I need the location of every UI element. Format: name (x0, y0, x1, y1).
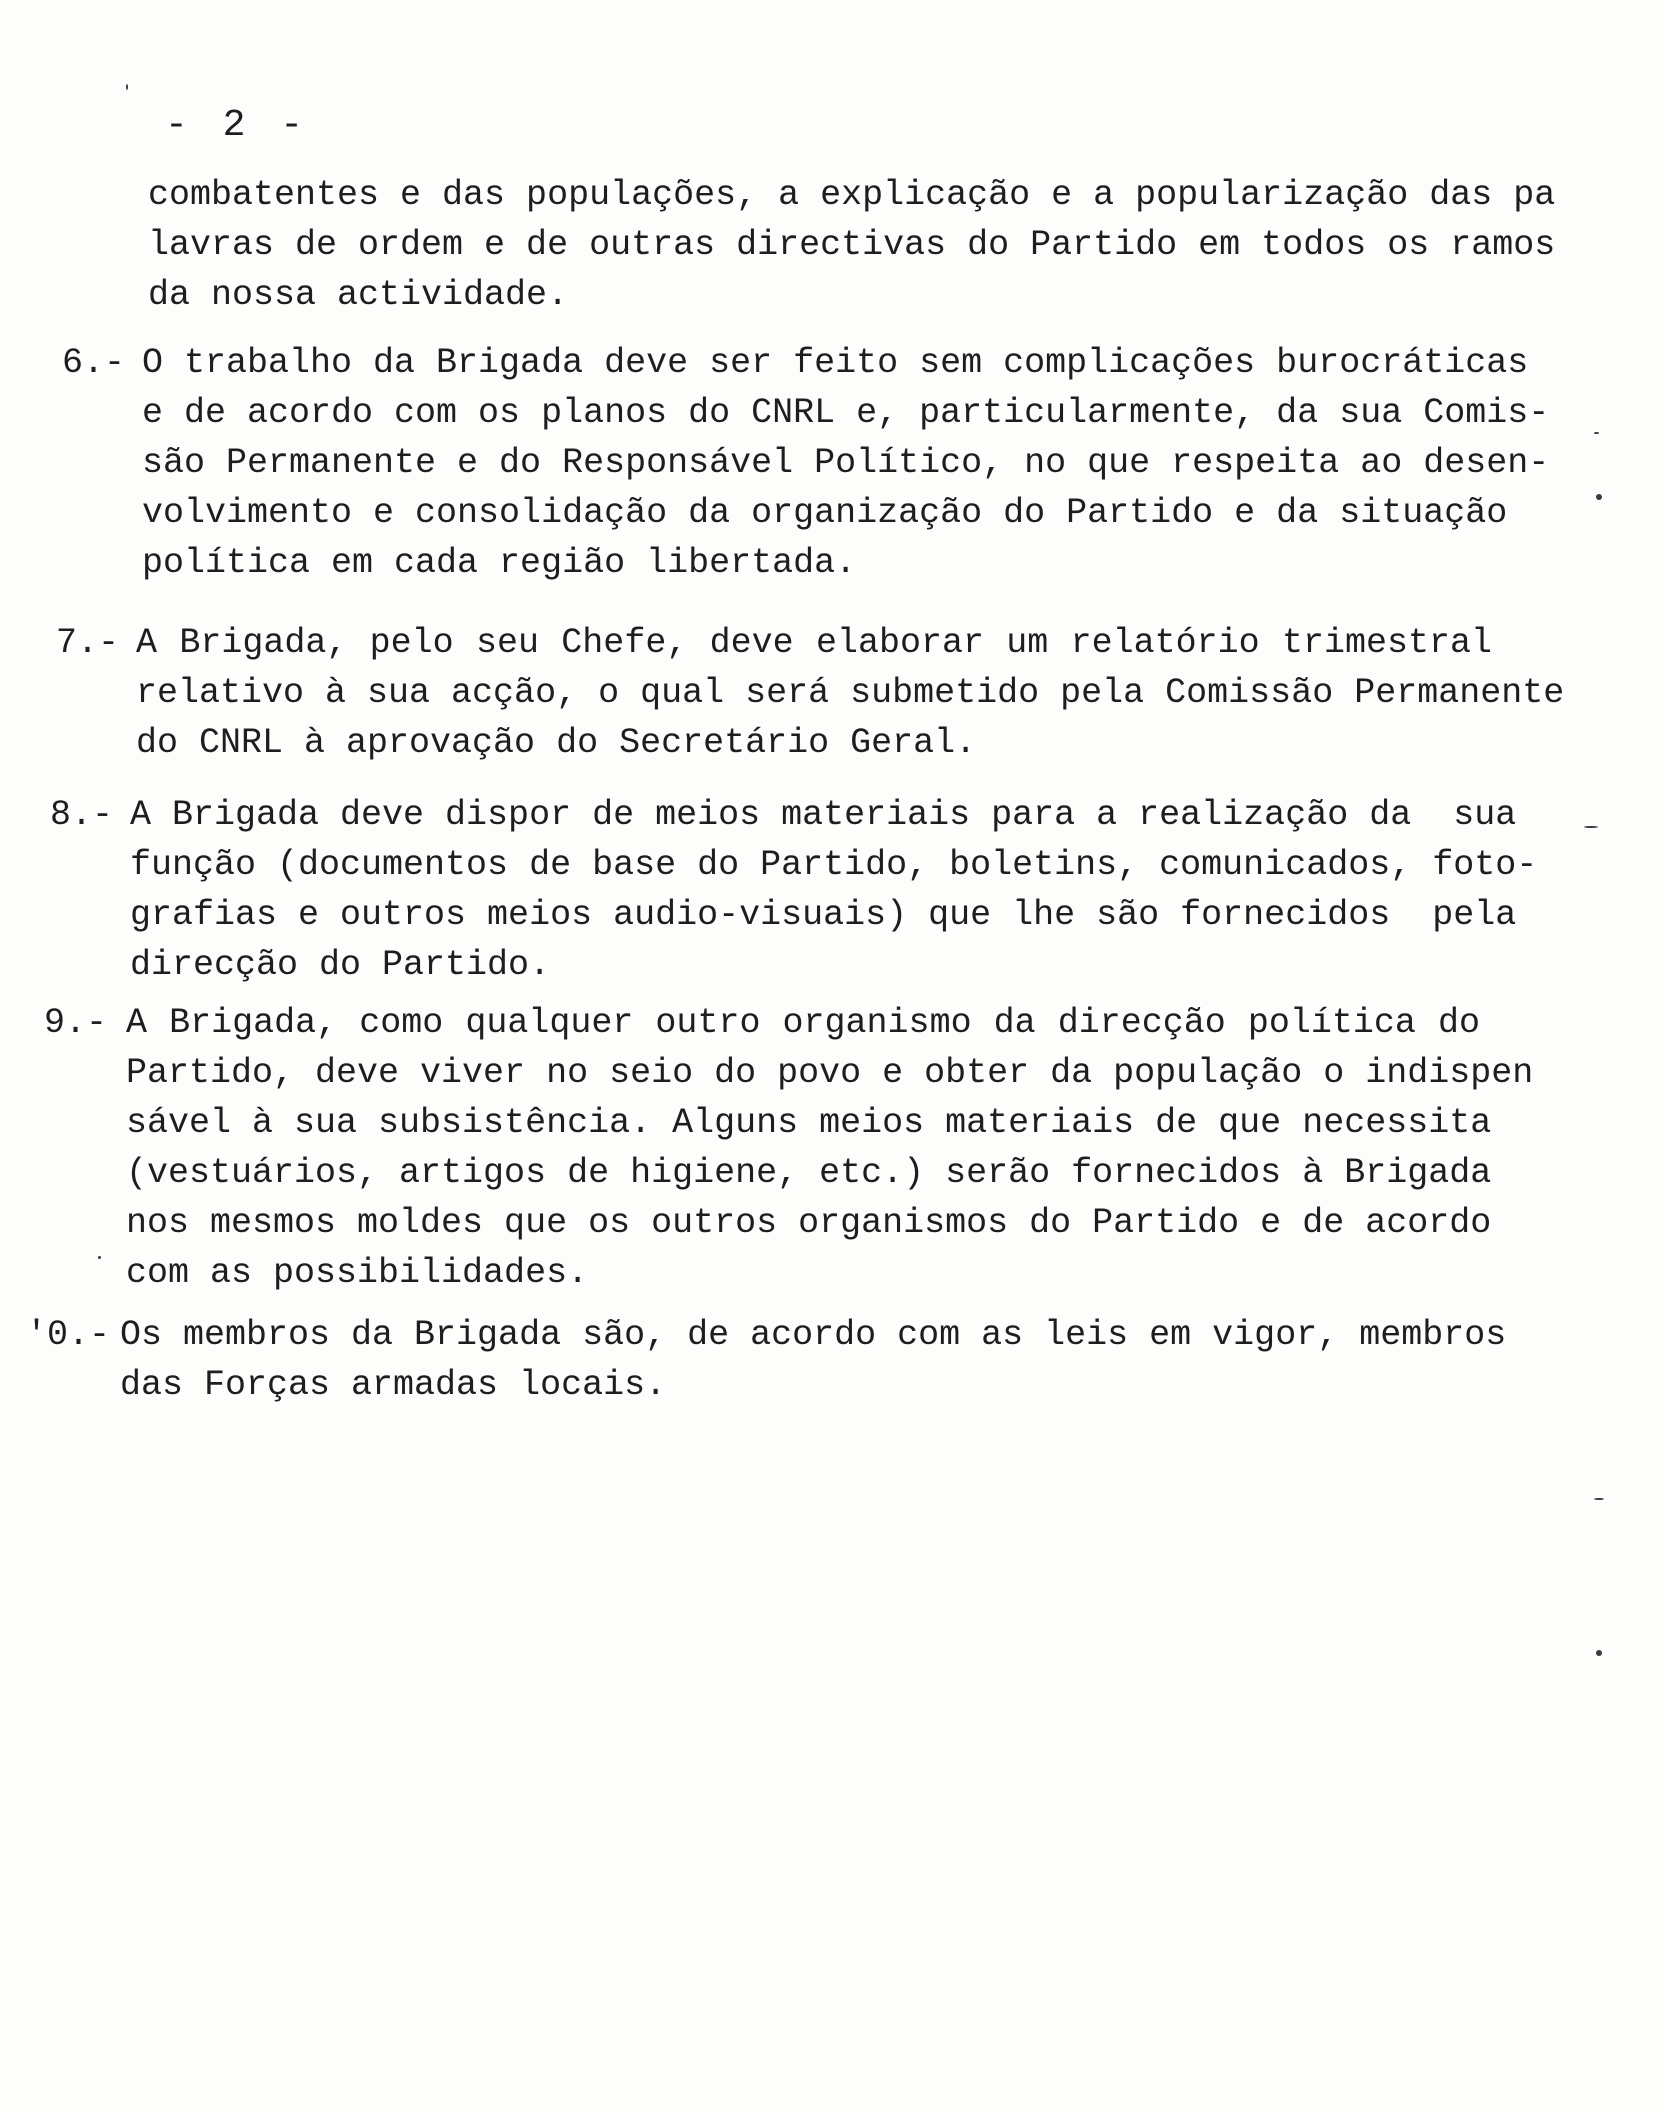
item-line: A Brigada, pelo seu Chefe, deve elaborar um relatório trimestral (136, 623, 1492, 663)
item-line: grafias e outros meios audio-visuais) que lhe são fornecidos pela (130, 895, 1517, 935)
scan-speck (1584, 826, 1598, 828)
item-number: 9.- (44, 1003, 108, 1043)
intro-paragraph (148, 170, 1556, 320)
intro-line: da nossa actividade. (148, 275, 569, 315)
item-line: relativo à sua acção, o qual será submetido pela Comissão Permanente (136, 673, 1565, 713)
item-line: Os membros da Brigada são, de acordo com as leis em vigor, membros (120, 1315, 1507, 1355)
scan-speck (1594, 1498, 1604, 1500)
item-line: volvimento e consolidação da organização do Partido e da situação (142, 493, 1508, 533)
item-line: e de acordo com os planos do CNRL e, particularmente, da sua Comis- (142, 393, 1550, 433)
item-line: A Brigada, como qualquer outro organismo da direcção política do (126, 1003, 1480, 1043)
scan-speck (1596, 494, 1602, 500)
item-line: direcção do Partido. (130, 945, 551, 985)
item-line: Partido, deve viver no seio do povo e obter da população o indispen (126, 1053, 1534, 1093)
intro-line: combatentes e das populações, a explicação e a popularização das pa (148, 175, 1556, 215)
item-line: (vestuários, artigos de higiene, etc.) serão fornecidos à Brigada (126, 1153, 1492, 1193)
item-line: são Permanente e do Responsável Político, no que respeita ao desen- (142, 443, 1550, 483)
intro-line: lavras de ordem e de outras directivas do Partido em todos os ramos (148, 225, 1556, 265)
item-line: das Forças armadas locais. (120, 1365, 667, 1405)
scan-speck (1596, 1650, 1602, 1656)
item-number: 6.- (62, 343, 126, 383)
item-line: com as possibilidades. (126, 1253, 589, 1293)
scan-speck (126, 84, 128, 90)
item-line: política em cada região libertada. (142, 543, 857, 583)
scan-speck (98, 1256, 101, 1259)
item-line: sável à sua subsistência. Alguns meios materiais de que necessita (126, 1103, 1492, 1143)
item-number: '0.- (26, 1315, 111, 1355)
page-number: - 2 - (165, 104, 310, 147)
scan-speck (1594, 432, 1599, 434)
item-number: 8.- (50, 795, 114, 835)
item-line: O trabalho da Brigada deve ser feito sem complicações burocráticas (142, 343, 1529, 383)
item-line: nos mesmos moldes que os outros organismos do Partido e de acordo (126, 1203, 1492, 1243)
item-line: A Brigada deve dispor de meios materiais para a realização da sua (130, 795, 1517, 835)
item-number: 7.- (56, 623, 120, 663)
item-line: do CNRL à aprovação do Secretário Geral. (136, 723, 977, 763)
item-line: função (documentos de base do Partido, boletins, comunicados, foto- (130, 845, 1538, 885)
